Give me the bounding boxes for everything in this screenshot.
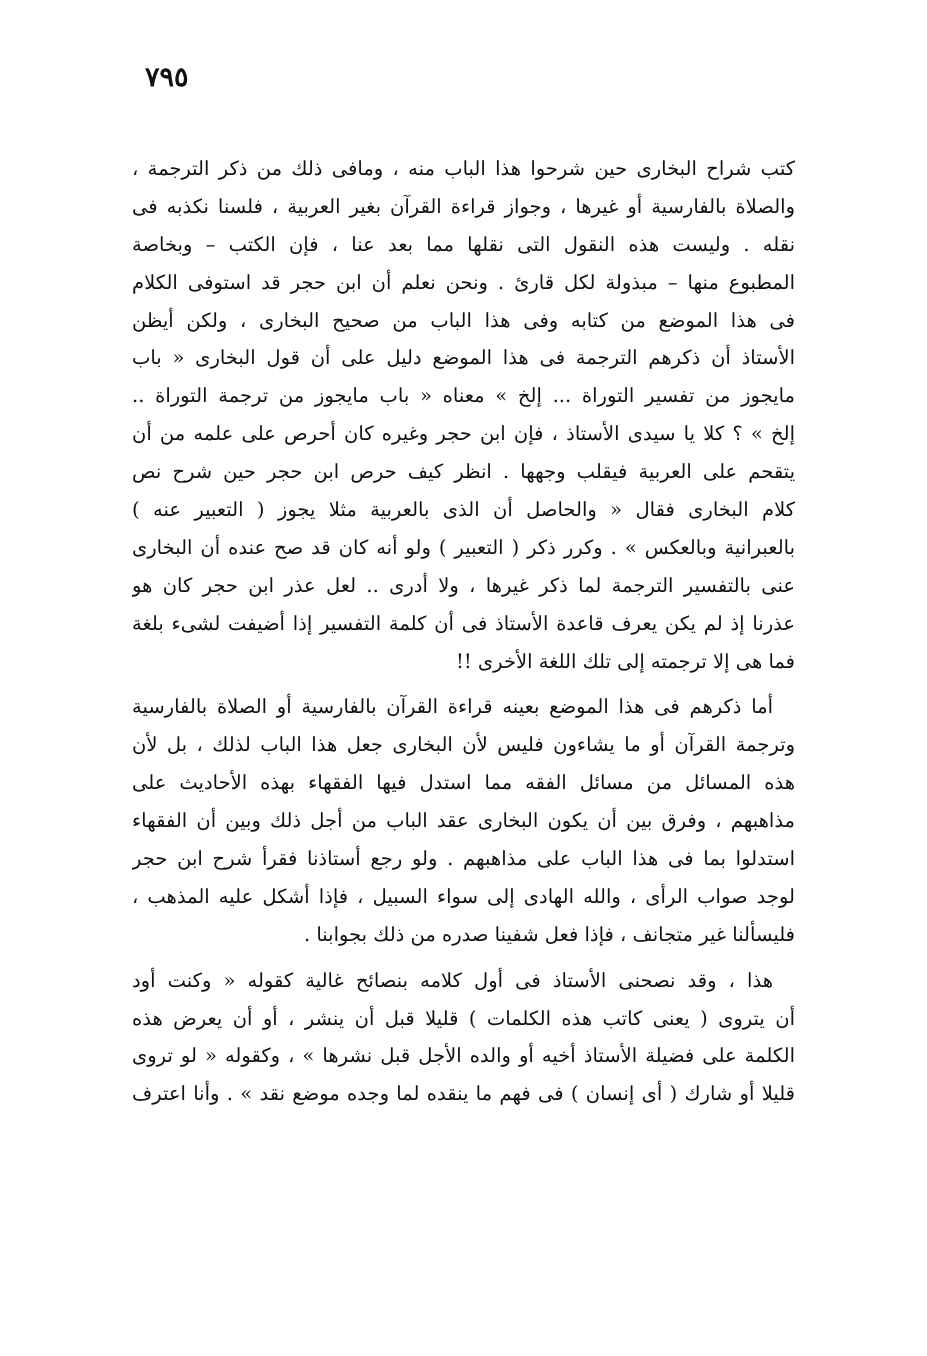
text-line: عذرنا إذ لم يكن يعرف قاعدة الأستاذ فى أن كلمة التفسير إذا أضيفت لشىء بلغة [132,611,795,635]
text-line: فليسألنا غير متجانف ، فإذا فعل شفينا صدره من ذلك بجوابنا . [303,922,795,946]
text-line: وترجمة القرآن أو ما يشاءون فليس لأن البخارى جعل هذا الباب لذلك ، بل لأن [132,733,795,757]
paragraph-3 [132,962,795,1114]
body-text [132,150,795,1113]
text-line: كلام البخارى فقال « والحاصل أن الذى بالعربية مثلا يجوز ( التعبير عنه ) [132,498,795,522]
text-line: هذا ، وقد نصحنى الأستاذ فى أول كلامه بنصائح غالية كقوله « وكنت أود [132,968,773,992]
page-number: ٧٩٥ [145,62,189,93]
paragraph-1 [132,150,795,680]
text-line: عنى بالتفسير الترجمة لما ذكر غيرها ، ولا أدرى .. لعل عذر ابن حجر كان هو [132,573,795,597]
text-line: أن يتروى ( يعنى كاتب هذه الكلمات ) قليلا قبل أن ينشر ، أو أن يعرض هذه [132,1006,795,1030]
text-line: قليلا أو شارك ( أى إنسان ) فى فهم ما ينقده لما وجده موضع نقد » . وأنا اعترف [132,1082,795,1106]
text-line: بالعبرانية وبالعكس » . وكرر ذكر ( التعبير ) ولو أنه كان قد صح عنده أن البخارى [132,535,795,559]
text-line: فما هى إلا ترجمته إلى تلك اللغة الأخرى !! [456,649,795,673]
text-line: إلخ » ؟ كلا يا سيدى الأستاذ ، فإن ابن حجر وغيره كان أحرص على علمه من أن [132,422,795,446]
text-line: مايجوز من تفسير التوراة ... إلخ » معناه « باب مايجوز من ترجمة التوراة .. [132,384,795,408]
text-line: المطبوع منها – مبذولة لكل قارئ . ونحن نعلم أن ابن حجر قد استوفى الكلام [132,270,795,294]
text-line: والصلاة بالفارسية أو غيرها ، وجواز قراءة القرآن بغير العربية ، فلسنا نكذبه فى [132,194,795,218]
text-line: نقله . وليست هذه النقول التى نقلها مما بعد عنا ، فإن الكتب – وبخاصة [132,232,795,256]
text-line: فى هذا الموضع من كتابه وفى هذا الباب من صحيح البخارى ، ولكن أيظن [132,308,795,332]
text-line: الأستاذ أن ذكرهم الترجمة فى هذا الموضع دليل على أن قول البخارى « باب [132,346,795,370]
text-line: لوجد صواب الرأى ، والله الهادى إلى سواء السبيل ، فإذا أشكل عليه المذهب ، [132,884,795,908]
paragraph-2 [132,688,795,953]
text-line: الكلمة على فضيلة الأستاذ أخيه أو والده الأجل قبل نشرها » ، وكقوله « لو تروى [132,1044,795,1068]
text-line: مذاهبهم ، وفرق بين أن يكون البخارى عقد الباب من أجل ذلك وبين أن الفقهاء [132,809,795,833]
text-line: أما ذكرهم فى هذا الموضع بعينه قراءة القرآن بالفارسية أو الصلاة بالفارسية [132,695,773,719]
text-line: يتقحم على العربية فيقلب وجهها . انظر كيف حرص ابن حجر حين شرح نص [132,460,795,484]
text-line: كتب شراح البخارى حين شرحوا هذا الباب منه ، ومافى ذلك من ذكر الترجمة ، [132,157,795,180]
text-line: استدلوا بما فى هذا الباب على مذاهبهم . ولو رجع أستاذنا فقرأ شرح ابن حجر [132,847,795,871]
text-line: هذه المسائل من مسائل الفقه مما استدل فيها الفقهاء بهذه الأحاديث على [132,771,795,795]
